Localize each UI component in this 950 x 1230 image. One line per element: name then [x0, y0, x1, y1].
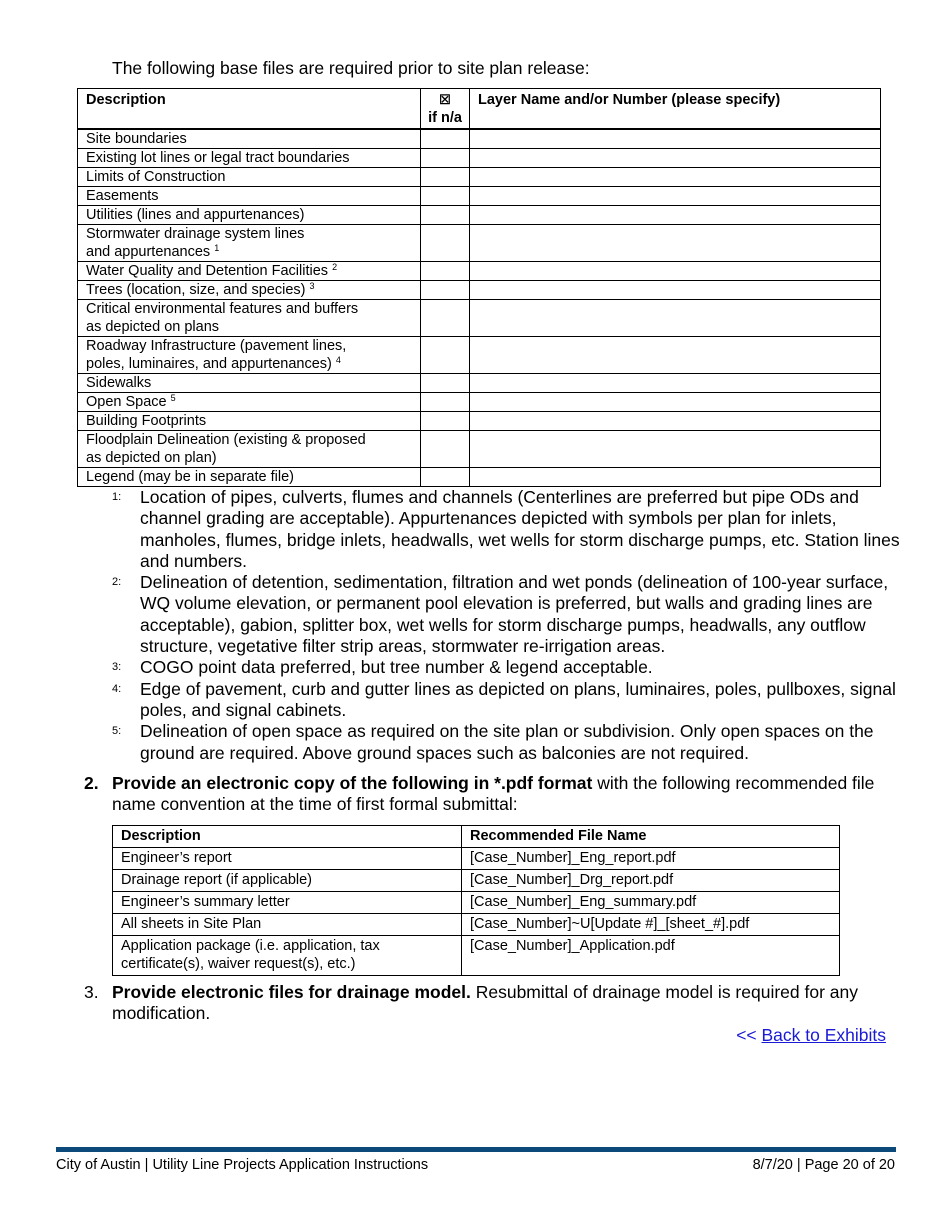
step-3-text: Resubmittal of drainage model is required for any modification. [112, 982, 859, 1024]
footer-page: 8/7/20 | Page 20 of 20 [752, 1157, 895, 1173]
footnotes [112, 487, 902, 764]
footnote-text: Edge of pavement, curb and gutter lines as depicted on plans, luminaires, poles, pullboxes, signal poles, and signal cabinets. [140, 678, 896, 720]
footnote-text: Delineation of open space as required on the site plan or subdivision. Only open spaces on the ground are required. Above ground spaces such as balconies are not required. [140, 721, 874, 763]
step-3 [84, 982, 894, 1025]
row-line2: as depicted on plans [86, 319, 220, 335]
row-description [78, 281, 421, 300]
file-row-description [113, 892, 462, 914]
row-description [78, 393, 421, 412]
layer-name-cell[interactable] [470, 337, 881, 374]
footer-rule [56, 1147, 896, 1152]
footnote-text: Location of pipes, culverts, flumes and channels (Centerlines are preferred but pipe ODs and channel grading are acceptable). Appurtenances depicted with symbols per plan for inlets, manholes, flumes, bridge inlets, headwalls, wet wells for storm discharge pumps, etc. Station lines and numbers. [140, 487, 900, 571]
table-row [78, 412, 881, 431]
footnote-mark: 3: [112, 661, 122, 674]
file-table-header-row [113, 826, 840, 848]
file-row-description [113, 914, 462, 936]
na-checkbox-cell[interactable] [421, 412, 470, 431]
na-checkbox-cell[interactable] [421, 262, 470, 281]
back-link-prefix: << [736, 1025, 762, 1045]
file-row-line1: All sheets in Site Plan [121, 916, 262, 932]
footer-title: City of Austin | Utility Line Projects Application Instructions [56, 1157, 429, 1173]
table-row [78, 374, 881, 393]
na-checkbox-cell[interactable] [421, 300, 470, 337]
row-line1: Existing lot lines or legal tract boundaries [86, 150, 350, 166]
file-row-line1: Application package (i.e. application, tax [121, 938, 380, 954]
na-checkbox-cell[interactable] [421, 187, 470, 206]
file-row-line2: certificate(s), waiver request(s), etc.) [121, 956, 356, 972]
table-row [78, 337, 881, 374]
na-checkbox-cell[interactable] [421, 431, 470, 468]
step-3-bold: Provide electronic files for drainage model. [112, 982, 471, 1002]
file-row-description [113, 848, 462, 870]
footnote-item [112, 657, 902, 678]
row-description [78, 225, 421, 262]
row-description [78, 129, 421, 149]
file-row-description [113, 870, 462, 892]
checkbox-icon: ☒ [439, 92, 451, 107]
intro-text: The following base files are required prior to site plan release: [112, 58, 590, 78]
row-line1: Site boundaries [86, 131, 187, 147]
back-link-container [736, 1025, 886, 1046]
footnote-text: COGO point data preferred, but tree number & legend acceptable. [140, 657, 653, 678]
na-checkbox-cell[interactable] [421, 337, 470, 374]
layer-name-cell[interactable] [470, 168, 881, 187]
layer-name-cell[interactable] [470, 206, 881, 225]
table-row [78, 431, 881, 468]
header-description: Description [78, 89, 421, 130]
na-checkbox-cell[interactable] [421, 149, 470, 168]
file-header-description: Description [113, 826, 462, 848]
row-line1: Utilities (lines and appurtenances) [86, 207, 305, 223]
header-na [421, 89, 470, 130]
row-line2: and appurtenances [86, 244, 215, 260]
row-description [78, 468, 421, 487]
header-layer: Layer Name and/or Number (please specify) [470, 89, 881, 130]
base-files-table [77, 88, 881, 487]
footnote-mark: 5: [112, 725, 122, 738]
layer-name-cell[interactable] [470, 412, 881, 431]
file-row-name: [Case_Number]_Eng_summary.pdf [462, 892, 840, 914]
row-description [78, 262, 421, 281]
row-description [78, 206, 421, 225]
step-3-number: 3. [84, 982, 99, 1002]
row-description [78, 300, 421, 337]
table-row [78, 129, 881, 149]
table-row [78, 281, 881, 300]
footnote-mark: 1: [112, 491, 122, 503]
row-line1: Legend (may be in separate file) [86, 469, 294, 485]
step-2-text: with the following recommended file name convention at the time of first formal submittal: [112, 773, 875, 815]
footnote-text: Delineation of detention, sedimentation, filtration and wet ponds (delineation of 100-year surface, WQ volume elevation, or permanent pool elevation is preferred, but walls and grading lines are acceptable), gabion, splitter box, wet wells for storm discharge pumps, headwalls, any outflow structure, vegetative filter strip areas, stormwater re-irrigation areas. [140, 572, 889, 657]
footnote-ref: 4 [335, 355, 341, 365]
layer-name-cell[interactable] [470, 187, 881, 206]
table-row [78, 168, 881, 187]
row-description [78, 412, 421, 431]
file-row-line1: Drainage report (if applicable) [121, 872, 313, 888]
table-row [113, 848, 840, 870]
footnote-item [112, 679, 902, 722]
row-line1: Roadway Infrastructure (pavement lines, [86, 338, 347, 354]
footnote-mark: 2: [112, 576, 122, 589]
table-row [78, 206, 881, 225]
row-description [78, 168, 421, 187]
file-row-name: [Case_Number]~U[Update #]_[sheet_#].pdf [462, 914, 840, 936]
row-line1: Water Quality and Detention Facilities [86, 263, 333, 279]
footnote-ref: 5 [170, 393, 176, 403]
layer-name-cell[interactable] [470, 129, 881, 149]
file-row-line1: Engineer’s report [121, 850, 232, 866]
na-checkbox-cell[interactable] [421, 393, 470, 412]
row-line1: Critical environmental features and buffers [86, 301, 359, 317]
row-description [78, 374, 421, 393]
footnote-item [112, 487, 902, 572]
na-checkbox-cell[interactable] [421, 129, 470, 149]
table-row [113, 936, 840, 976]
na-checkbox-cell[interactable] [421, 281, 470, 300]
row-line1: Building Footprints [86, 413, 207, 429]
file-name-table [112, 825, 840, 976]
file-row-name: [Case_Number]_Drg_report.pdf [462, 870, 840, 892]
row-line2: as depicted on plan) [86, 450, 217, 466]
row-line1: Open Space [86, 394, 171, 410]
table-row [78, 262, 881, 281]
layer-name-cell[interactable] [470, 431, 881, 468]
layer-name-cell[interactable] [470, 393, 881, 412]
na-checkbox-cell[interactable] [421, 168, 470, 187]
layer-name-cell[interactable] [470, 262, 881, 281]
row-line2: poles, luminaires, and appurtenances) [86, 356, 336, 372]
footnote-item [112, 572, 902, 657]
row-description [78, 149, 421, 168]
table-row [78, 300, 881, 337]
footnote-item [112, 721, 902, 764]
back-to-exhibits-link[interactable]: Back to Exhibits [761, 1025, 886, 1045]
file-row-line1: Engineer’s summary letter [121, 894, 290, 910]
table-row [78, 187, 881, 206]
row-description [78, 337, 421, 374]
layer-name-cell[interactable] [470, 149, 881, 168]
step-2-number: 2. [84, 773, 99, 793]
table-row [113, 892, 840, 914]
row-description [78, 431, 421, 468]
layer-name-cell[interactable] [470, 300, 881, 337]
file-row-description [113, 936, 462, 976]
layer-name-cell[interactable] [470, 374, 881, 393]
table-row [78, 225, 881, 262]
row-description [78, 187, 421, 206]
file-header-name: Recommended File Name [462, 826, 840, 848]
footnote-mark: 4: [112, 682, 122, 695]
na-checkbox-cell[interactable] [421, 374, 470, 393]
na-checkbox-cell[interactable] [421, 468, 470, 487]
row-line1: Stormwater drainage system lines [86, 226, 305, 242]
na-checkbox-cell[interactable] [421, 225, 470, 262]
footnote-ref: 1 [214, 243, 220, 253]
row-line1: Floodplain Delineation (existing & proposed [86, 432, 366, 448]
table-row [78, 149, 881, 168]
table-row [78, 468, 881, 487]
row-line1: Sidewalks [86, 375, 152, 391]
file-row-name: [Case_Number]_Application.pdf [462, 936, 840, 976]
layer-name-cell[interactable] [470, 468, 881, 487]
header-na-label: if n/a [428, 110, 462, 126]
na-checkbox-cell[interactable] [421, 206, 470, 225]
layer-name-cell[interactable] [470, 281, 881, 300]
row-line1: Trees (location, size, and species) [86, 282, 310, 298]
step-2 [84, 773, 894, 816]
layer-name-cell[interactable] [470, 225, 881, 262]
file-row-name: [Case_Number]_Eng_report.pdf [462, 848, 840, 870]
footnote-ref: 2 [332, 262, 338, 272]
row-line1: Limits of Construction [86, 169, 226, 185]
table-row [78, 393, 881, 412]
base-table-header-row [78, 89, 881, 130]
step-2-bold: Provide an electronic copy of the following in *.pdf format [112, 773, 593, 793]
table-row [113, 914, 840, 936]
row-line1: Easements [86, 188, 159, 204]
table-row [113, 870, 840, 892]
footnote-ref: 3 [309, 281, 315, 291]
